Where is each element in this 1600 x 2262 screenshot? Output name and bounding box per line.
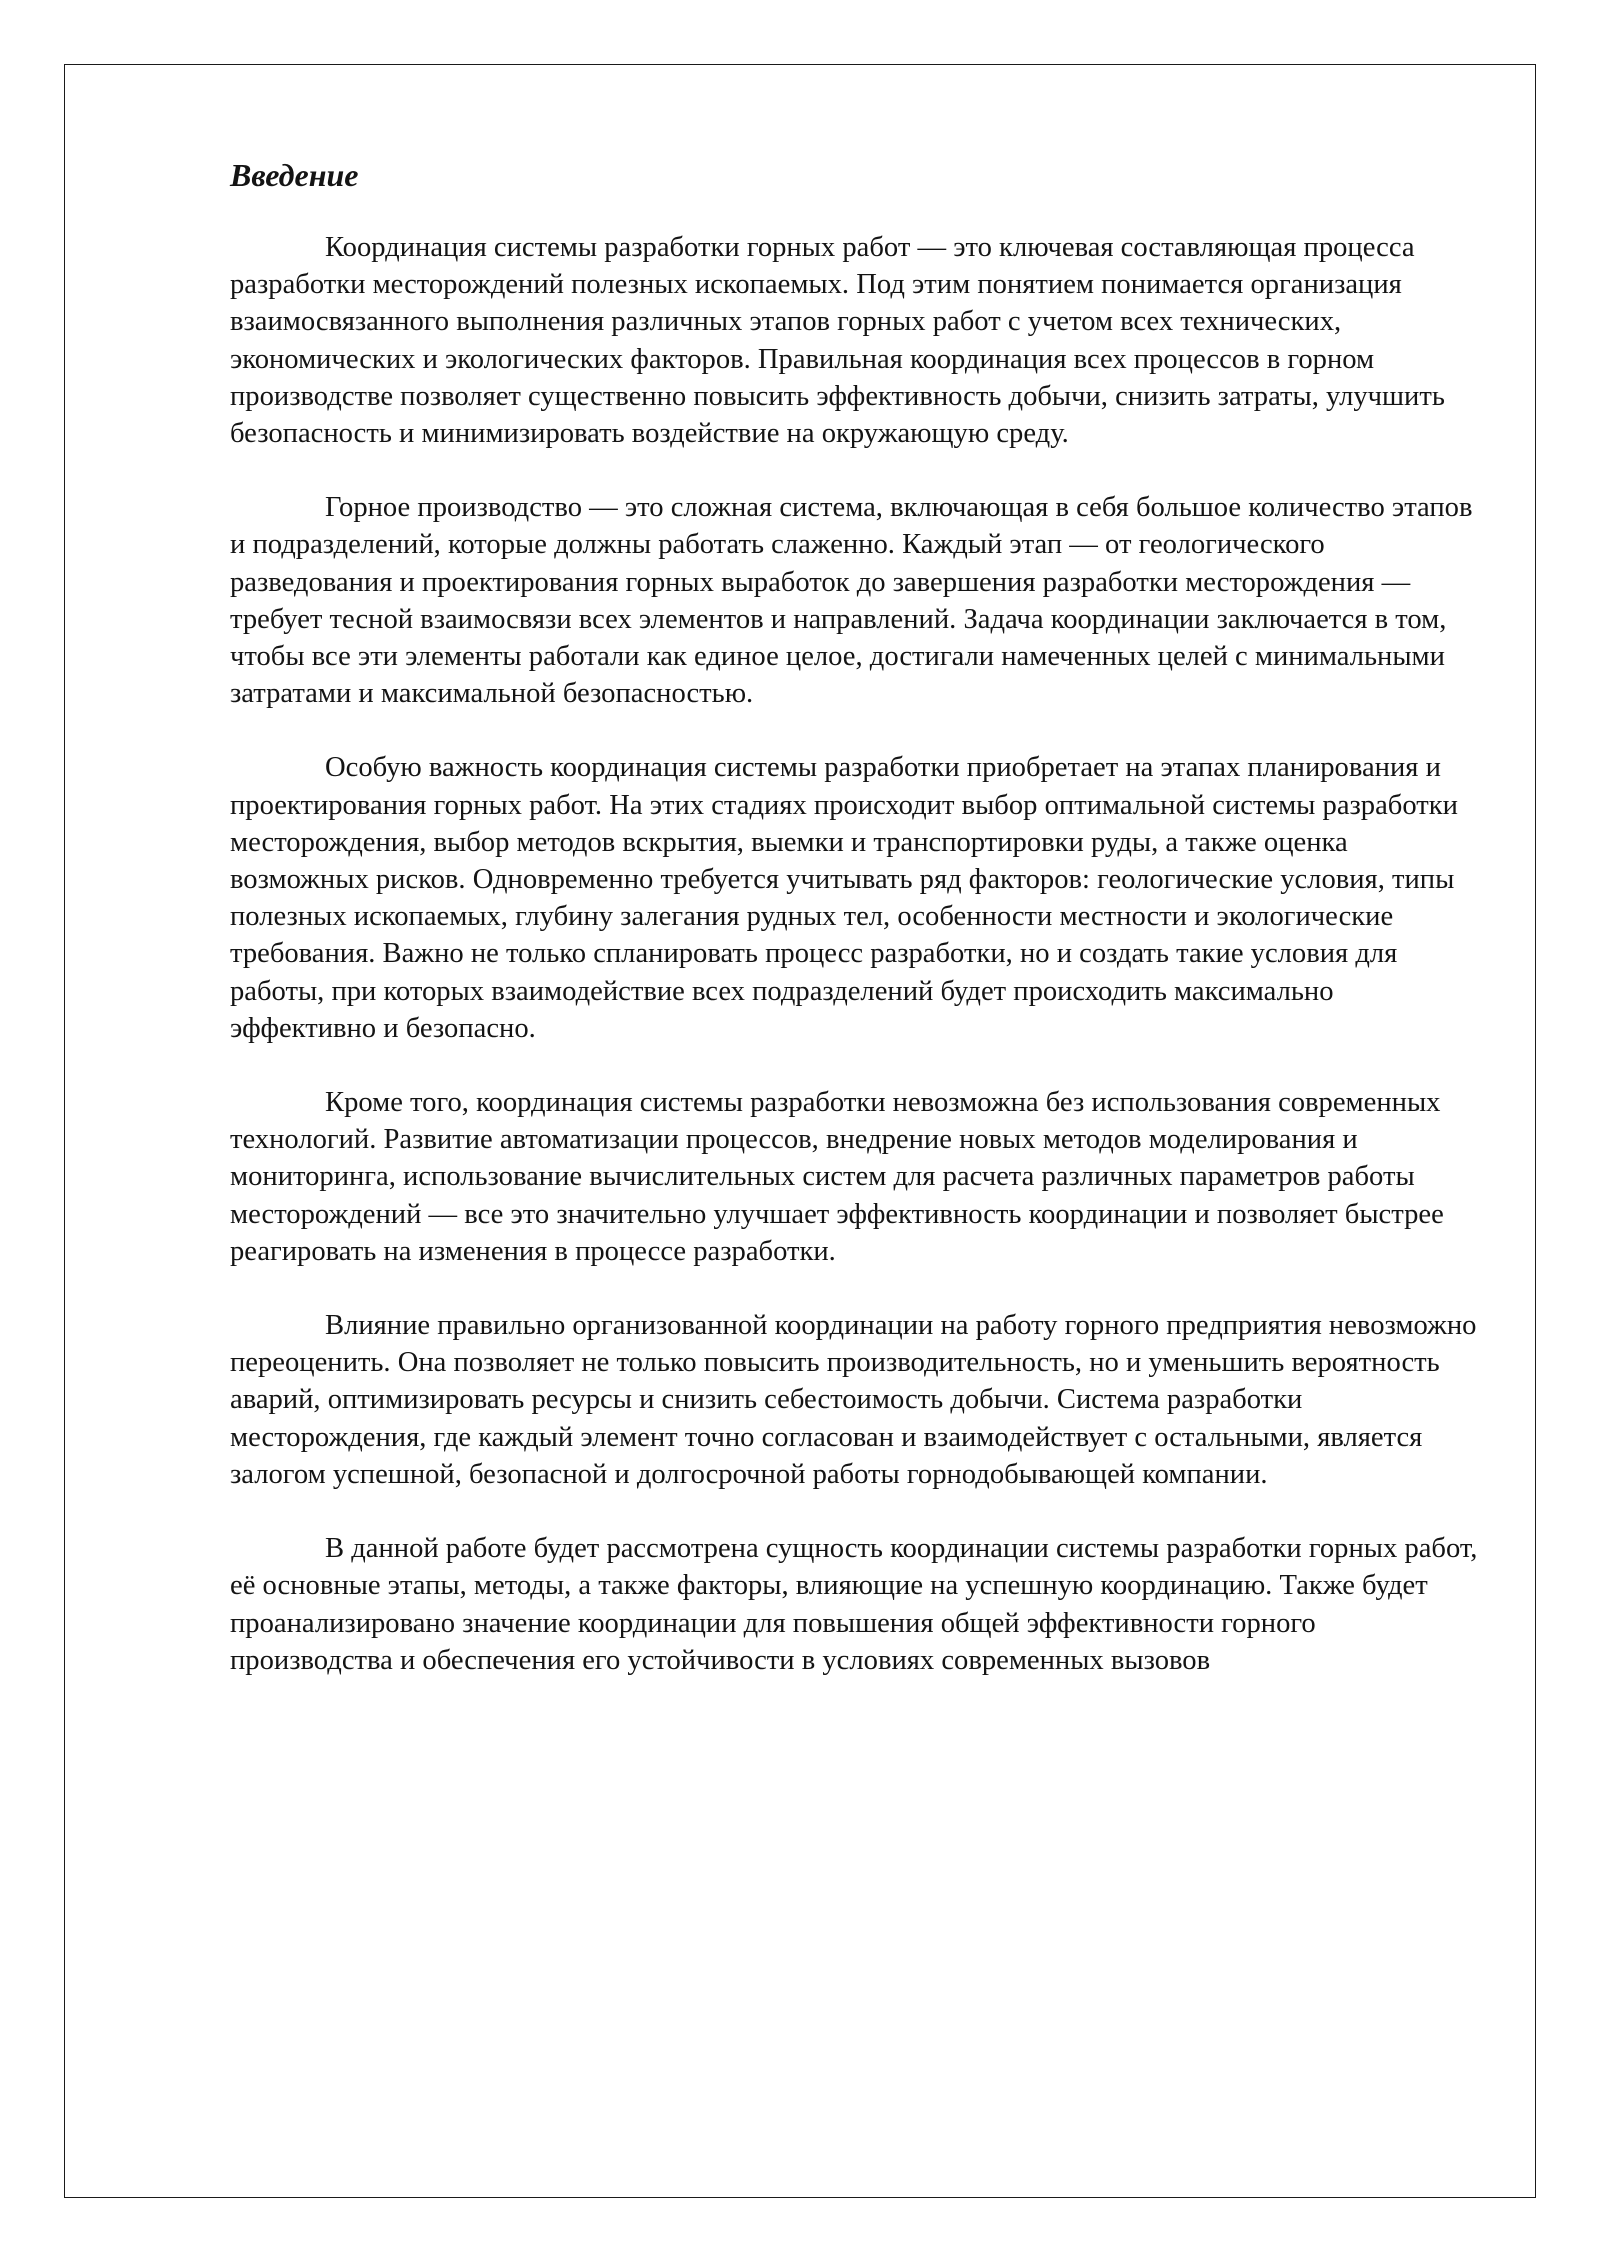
document-body <box>230 155 1480 1716</box>
section-title: Введение <box>230 157 359 193</box>
paragraph: Особую важность координация системы разработки приобретает на этапах планирования и проектирования горных работ. На этих стадиях происходит выбор оптимальной системы разработки месторождения, выбор методов вскрытия, выемки и транспортировки руды, а также оценка возможных рисков. Одновременно требуется учитывать ряд факторов: геологические условия, типы полезных ископаемых, глубину залегания рудных тел, особенности местности и экологические требования. Важно не только спланировать процесс разработки, но и создать такие условия для работы, при которых взаимодействие всех подразделений будет происходить максимально эффективно и безопасно. <box>230 752 1458 1044</box>
paragraph: Кроме того, координация системы разработки невозможна без использования современных технологий. Развитие автоматизации процессов, внедрение новых методов моделирования и мониторинга, использование вычислительных систем для расчета различных параметров работы месторождений — все это значительно улучшает эффективность координации и позволяет быстрее реагировать на изменения в процессе разработки. <box>230 1087 1444 1267</box>
paragraph: Влияние правильно организованной координации на работу горного предприятия невозможно переоценить. Она позволяет не только повысить производительность, но и уменьшить вероятность аварий, оптимизировать ресурсы и снизить себестоимость добычи. Система разработки месторождения, где каждый элемент точно согласован и взаимодействует с остальными, является залогом успешной, безопасной и долгосрочной работы горнодобывающей компании. <box>230 1310 1477 1490</box>
paragraph: В данной работе будет рассмотрена сущность координации системы разработки горных работ, её основные этапы, методы, а также факторы, влияющие на успешную координацию. Также будет проанализировано значение координации для повышения общей эффективности горного производства и обеспечения его устойчивости в условиях современных вызовов <box>230 1533 1478 1676</box>
paragraph: Горное производство — это сложная система, включающая в себя большое количество этапов и подразделений, которые должны работать слаженно. Каждый этап — от геологического разведования и проектирования горных выработок до завершения разработки месторождения — требует тесной взаимосвязи всех элементов и направлений. Задача координации заключается в том, чтобы все эти элементы работали как единое целое, достигали намеченных целей с минимальными затратами и максимальной безопасностью. <box>230 492 1473 710</box>
paragraph: Координация системы разработки горных работ — это ключевая составляющая процесса разработки месторождений полезных ископаемых. Под этим понятием понимается организация взаимосвязанного выполнения различных этапов горных работ с учетом всех технических, экономических и экологических факторов. Правильная координация всех процессов в горном производстве позволяет существенно повысить эффективность добычи, снизить затраты, улучшить безопасность и минимизировать воздействие на окружающую среду. <box>230 232 1445 450</box>
